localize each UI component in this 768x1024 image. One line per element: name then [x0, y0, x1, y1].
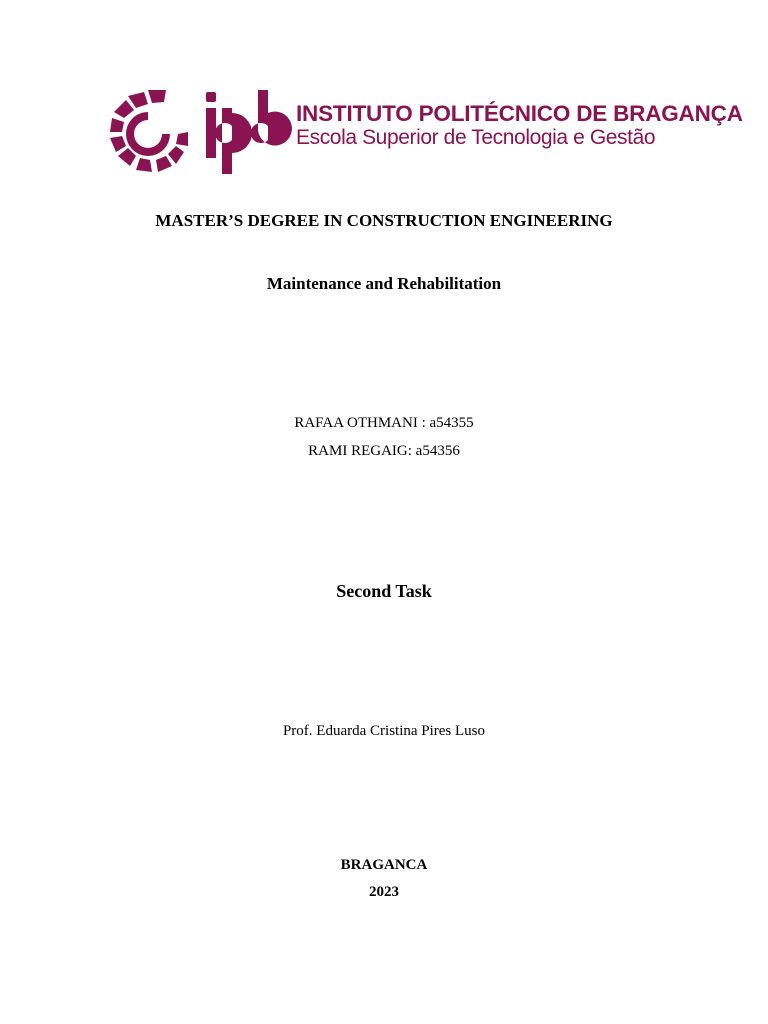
ipb-sun-emblem-icon — [108, 86, 298, 178]
city-name: BRAGANCA — [340, 857, 428, 873]
student-name-2: RAMI REGAIG: a54356 — [308, 443, 460, 459]
student-name-1: RAFAA OTHMANI : a54355 — [294, 415, 474, 431]
logo-text-block — [296, 102, 743, 150]
professor-name: Prof. Eduarda Cristina Pires Luso — [282, 723, 486, 739]
institution-logo — [108, 86, 743, 178]
institution-name: INSTITUTO POLITÉCNICO DE BRAGANÇA — [296, 101, 743, 126]
degree-title: MASTER’S DEGREE IN CONSTRUCTION ENGINEERING — [155, 211, 613, 230]
course-title: Maintenance and Rehabilitation — [266, 274, 502, 293]
task-title: Second Task — [336, 581, 432, 601]
year: 2023 — [369, 884, 399, 900]
school-name: Escola Superior de Tecnologia e Gestão — [296, 126, 656, 149]
